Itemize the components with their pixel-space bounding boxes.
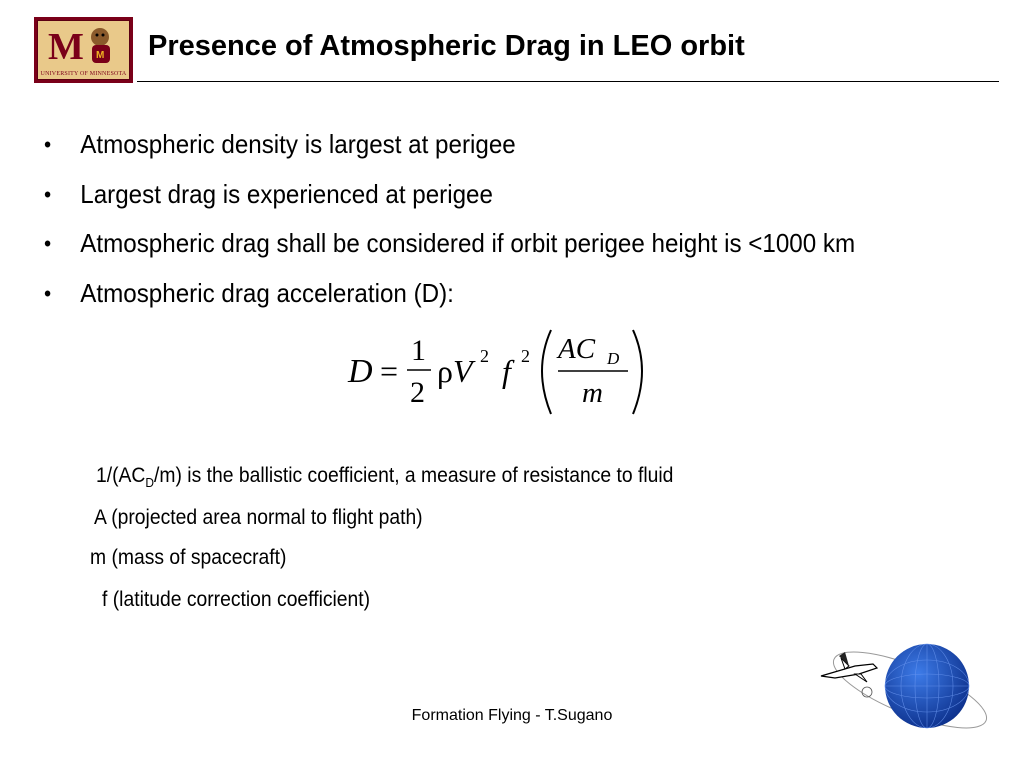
formula-frac-num: 1 xyxy=(411,334,426,367)
formula-frac-den: 2 xyxy=(410,376,425,409)
formula-paren-den: m xyxy=(582,377,603,409)
formula-paren-num: AC xyxy=(558,333,596,365)
note-ballistic-coefficient: $1/(AC_D/m)$ is the ballistic coefficient, a measure of resistance to fluid xyxy=(96,464,674,491)
gopher-logo-icon xyxy=(38,21,129,71)
svg-text:M: M xyxy=(96,50,105,61)
note-mass: m (mass of spacecraft) xyxy=(90,546,287,569)
bullet-list xyxy=(44,120,916,318)
shuttle-globe-illustration xyxy=(815,636,995,736)
bullet-item xyxy=(44,269,855,319)
drag-formula xyxy=(340,322,660,422)
slide-footer: Formation Flying - T.Sugano xyxy=(411,707,613,724)
note-latitude: f (latitude correction coefficient) xyxy=(102,588,371,611)
bullet-text: Atmospheric drag shall be considered if orbit perigee height is <1000 km xyxy=(80,228,856,258)
formula-rho: ρ xyxy=(437,353,453,389)
bullet-marker: • xyxy=(44,181,52,207)
formula-velocity: V xyxy=(453,353,473,389)
formula-exp1: 2 xyxy=(480,346,489,366)
title-divider xyxy=(137,81,999,82)
bullet-text: Atmospheric drag acceleration (D): xyxy=(80,277,454,308)
formula-lhs: D xyxy=(348,353,373,390)
logo-text: UNIVERSITY OF MINNESOTA xyxy=(40,71,127,77)
university-logo xyxy=(34,17,133,83)
bullet-marker: • xyxy=(44,132,52,157)
formula-exp2: 2 xyxy=(521,346,530,366)
bullet-text: Atmospheric density is largest at perigee xyxy=(80,129,516,159)
bullet-text: Largest drag is experienced at perigee xyxy=(80,178,493,209)
svg-text:M: M xyxy=(48,26,84,68)
earth-globe-icon xyxy=(885,644,969,728)
note-area: A (projected area normal to flight path) xyxy=(94,506,423,529)
formula-equals: = xyxy=(380,353,399,389)
slide-title: Presence of Atmospheric Drag in LEO orbit xyxy=(148,30,745,62)
formula-f: f xyxy=(502,353,511,389)
bullet-marker: • xyxy=(44,280,52,306)
bullet-marker: • xyxy=(44,231,52,256)
formula-paren-sub: D xyxy=(607,349,620,368)
bullet-item xyxy=(44,120,855,170)
space-shuttle-icon xyxy=(821,652,877,682)
bullet-item xyxy=(44,219,855,269)
bullet-item xyxy=(44,170,855,220)
